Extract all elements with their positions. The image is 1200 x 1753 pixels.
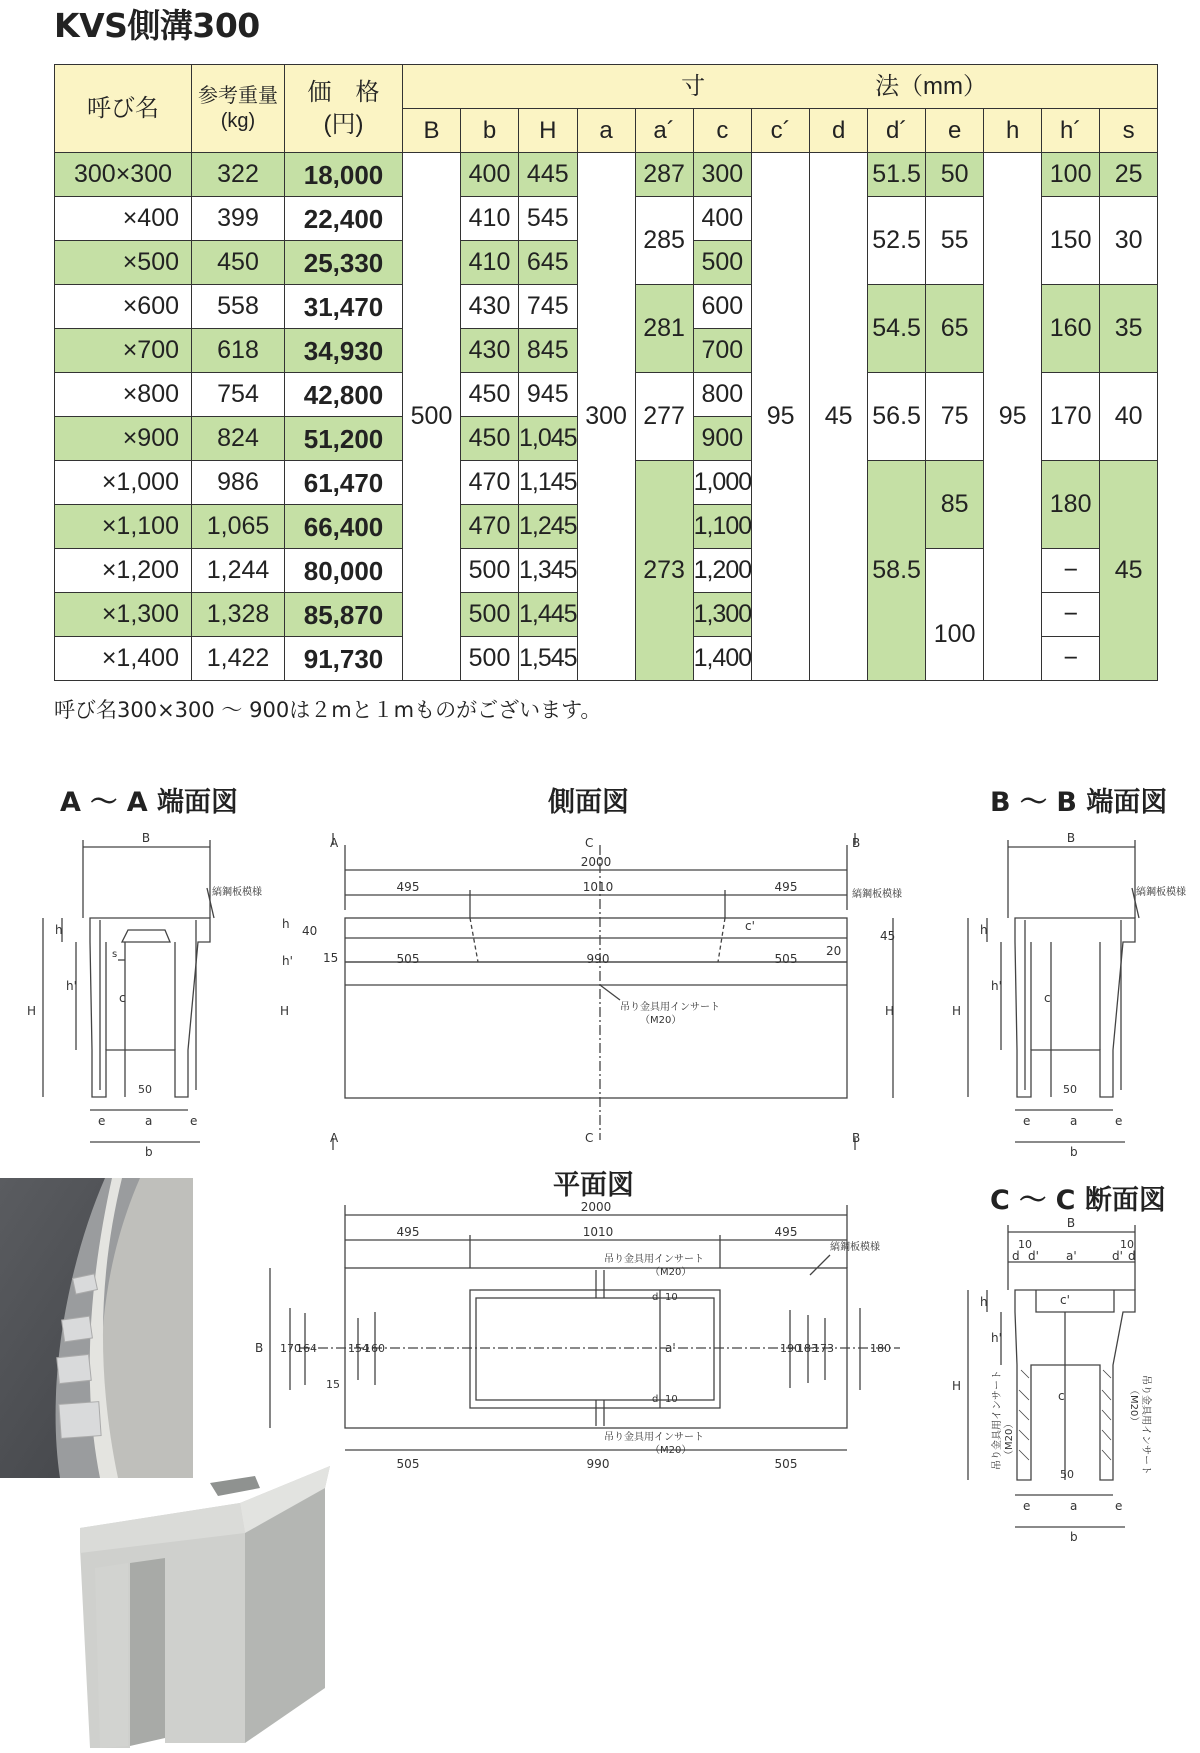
bb-label-a: a [1070,1114,1078,1128]
plan-label-495-right: 495 [774,1225,798,1239]
plan-label-164: 164 [296,1342,317,1355]
cell-H: 1,445 [519,593,578,637]
side-label-1010: 1010 [582,880,614,894]
cell-s: 45 [1100,461,1158,681]
cell-c-prime: 95 [752,153,810,681]
cc-label-a: a [1070,1499,1078,1513]
side-label-m20: （M20） [640,1015,682,1026]
cell-b: 450 [461,373,519,417]
side-view-title: 側面図 [548,787,629,818]
cell-price: 18,000 [285,153,403,197]
cell-name: ×1,400 [55,637,192,681]
cell-b: 500 [461,637,519,681]
cell-weight: 1,328 [192,593,285,637]
plan-label-insert-bottom: 吊り金具用インサート [604,1432,704,1443]
side-label-hp: h' [282,954,293,968]
cell-b: 410 [461,197,519,241]
side-label-45: 45 [880,929,896,943]
cell-weight: 618 [192,329,285,373]
cell-e: 65 [926,285,984,373]
cell-H: 845 [519,329,578,373]
bb-label-50: 50 [1063,1083,1077,1096]
cell-h-prime: − [1042,637,1100,681]
side-label-40: 40 [302,924,318,938]
plan-label-d-bottom: d [652,1394,659,1405]
cell-b: 430 [461,285,519,329]
cell-c: 400 [693,197,752,241]
col-c-prime: c´ [752,109,810,153]
cell-H: 945 [519,373,578,417]
cell-h-prime: 100 [1042,153,1100,197]
cell-H: 545 [519,197,578,241]
cc-label-hp: h' [991,1331,1002,1345]
cc-label-c: c [1058,1389,1065,1403]
bb-label-stripe: 縞鋼板模様 [1136,887,1186,898]
bb-label-c: c [1044,991,1051,1005]
aa-section-title: A ～ A 端面図 [60,787,238,818]
cell-weight: 1,422 [192,637,285,681]
col-h: h [984,109,1042,153]
cell-h-prime: 170 [1042,373,1100,461]
cell-weight: 986 [192,461,285,505]
cell-H: 1,145 [519,461,578,505]
aa-label-50: 50 [138,1083,152,1096]
cc-label-d-left: d [1012,1249,1020,1263]
aa-label-e-right: e [190,1114,198,1128]
cell-b: 500 [461,549,519,593]
side-label-C-bottom: C [585,1131,594,1145]
aa-label-s: s [112,949,118,960]
cell-weight: 399 [192,197,285,241]
plan-label-m20-bottom: （M20） [650,1445,692,1456]
side-label-A-bottom: A [330,1131,339,1145]
cell-price: 42,800 [285,373,403,417]
cell-e: 85 [926,461,984,549]
cc-label-dp-right: d' [1112,1249,1123,1263]
bb-label-e-right: e [1115,1114,1123,1128]
cell-e: 100 [926,549,984,681]
cc-label-e-right: e [1115,1499,1123,1513]
cell-price: 25,330 [285,241,403,285]
footnote: 呼び名300×300 ～ 900は２mと１mものがございます。 [54,698,602,722]
col-a-prime: a´ [635,109,693,153]
plan-view-drawing [270,1205,900,1450]
aa-label-e-left: e [98,1114,106,1128]
cell-c: 1,100 [693,505,752,549]
cell-price: 51,200 [285,417,403,461]
cell-s: 35 [1100,285,1158,373]
cc-label-d-right: d [1128,1249,1136,1263]
cell-price: 34,930 [285,329,403,373]
cell-a-prime: 285 [635,197,693,285]
cell-a-prime: 273 [635,461,693,681]
cc-label-50: 50 [1060,1468,1074,1481]
plan-label-170: 170 [280,1342,301,1355]
aa-label-H: H [27,1004,37,1018]
cc-label-insert-left: 吊り金具用インサート [992,1370,1003,1470]
cell-weight: 754 [192,373,285,417]
cell-H: 445 [519,153,578,197]
col-c: c [693,109,752,153]
col-B: B [403,109,461,153]
cell-name: ×800 [55,373,192,417]
cell-b: 400 [461,153,519,197]
cc-label-h: h [980,1295,988,1309]
cell-a-prime: 287 [635,153,693,197]
col-e: e [926,109,984,153]
drain-block-photo [70,1458,335,1753]
cell-H: 645 [519,241,578,285]
cell-c: 700 [693,329,752,373]
cell-d-prime: 52.5 [868,197,926,285]
cc-label-dp-left: d' [1028,1249,1039,1263]
side-label-stripe: 縞鋼板模様 [852,889,902,900]
cell-name: ×1,100 [55,505,192,549]
side-label-2000: 2000 [580,855,612,869]
bb-label-h: h [980,923,988,937]
cell-name: ×900 [55,417,192,461]
cell-price: 85,870 [285,593,403,637]
col-h-prime: h´ [1042,109,1100,153]
cell-name: ×1,000 [55,461,192,505]
cell-weight: 322 [192,153,285,197]
cell-name: ×500 [55,241,192,285]
cell-c: 600 [693,285,752,329]
cell-price: 80,000 [285,549,403,593]
plan-label-495-left: 495 [396,1225,420,1239]
col-d: d [810,109,868,153]
cell-a-prime: 277 [635,373,693,461]
plan-label-160: 160 [364,1342,385,1355]
cell-h: 95 [984,153,1042,681]
cell-H: 1,545 [519,637,578,681]
plan-label-m20-top: （M20） [650,1267,692,1278]
bb-label-B: B [1066,831,1076,845]
plan-label-180: 180 [870,1342,891,1355]
cc-label-H: H [952,1379,962,1393]
cell-price: 91,730 [285,637,403,681]
cell-weight: 450 [192,241,285,285]
col-H: H [519,109,578,153]
plan-label-154: 154 [348,1342,369,1355]
cell-H: 1,345 [519,549,578,593]
cell-s: 40 [1100,373,1158,461]
cell-d-prime: 54.5 [868,285,926,373]
plan-label-2000: 2000 [580,1200,612,1214]
cell-b: 470 [461,461,519,505]
cell-b: 450 [461,417,519,461]
cell-a: 300 [577,153,635,681]
cc-label-insert-right: 吊り金具用インサート [1140,1375,1151,1475]
cell-name: ×1,300 [55,593,192,637]
cell-c: 1,000 [693,461,752,505]
plan-view-title: 平面図 [553,1170,634,1201]
header-price: 価 格 (円) [285,65,403,153]
side-label-495-right: 495 [774,880,798,894]
cell-d-prime: 51.5 [868,153,926,197]
plan-label-173: 173 [813,1342,834,1355]
cell-s: 30 [1100,197,1158,285]
plan-label-insert-top: 吊り金具用インサート [604,1254,704,1265]
cell-name: ×400 [55,197,192,241]
cell-c: 1,300 [693,593,752,637]
cell-price: 22,400 [285,197,403,241]
cell-b: 430 [461,329,519,373]
plan-label-B: B [255,1341,264,1355]
cc-label-m20-right: （M20） [1128,1385,1139,1427]
cell-name: 300×300 [55,153,192,197]
aa-label-a: a [145,1114,153,1128]
cell-weight: 558 [192,285,285,329]
cc-label-10-right: 10 [1120,1238,1134,1251]
cell-e: 55 [926,197,984,285]
cc-label-10-left: 10 [1018,1238,1032,1251]
cc-label-b: b [1070,1530,1078,1544]
plan-label-190: 190 [780,1342,801,1355]
side-label-505-right: 505 [774,952,798,966]
cc-label-cp: c' [1060,1293,1070,1307]
cell-price: 66,400 [285,505,403,549]
side-label-505-left: 505 [396,952,420,966]
plan-label-1010: 1010 [582,1225,614,1239]
cell-h-prime: − [1042,549,1100,593]
bb-section-title: B ～ B 端面図 [990,787,1168,818]
side-label-A-top: A [330,836,339,850]
cell-price: 31,470 [285,285,403,329]
cell-d-prime: 56.5 [868,373,926,461]
page-title: KVS側溝300 [54,6,260,45]
side-label-990: 990 [586,952,610,966]
aa-label-h: h [55,923,63,937]
cell-c: 900 [693,417,752,461]
cc-label-B: B [1066,1216,1076,1230]
cell-d: 45 [810,153,868,681]
col-a: a [577,109,635,153]
cell-name: ×700 [55,329,192,373]
cell-H: 745 [519,285,578,329]
cell-weight: 1,244 [192,549,285,593]
plan-label-d-top: d [652,1292,659,1303]
cc-label-e-left: e [1023,1499,1031,1513]
cell-B: 500 [403,153,461,681]
cell-c: 500 [693,241,752,285]
cell-h-prime: − [1042,593,1100,637]
cell-H: 1,245 [519,505,578,549]
plan-label-10-bottom: 10 [665,1394,678,1405]
aa-label-b: b [145,1145,153,1159]
plan-label-990: 990 [586,1457,610,1471]
installed-drain-photo [0,1178,193,1478]
plan-label-183: 183 [797,1342,818,1355]
side-label-B-top: B [852,836,861,850]
side-label-20: 20 [826,944,842,958]
side-label-H-right: H [885,1004,895,1018]
aa-label-B: B [141,831,151,845]
cell-name: ×1,200 [55,549,192,593]
bb-label-e-left: e [1023,1114,1031,1128]
cell-e: 50 [926,153,984,197]
plan-label-ap: a' [665,1341,676,1355]
cell-h-prime: 180 [1042,461,1100,549]
cell-weight: 824 [192,417,285,461]
cell-h-prime: 160 [1042,285,1100,373]
col-b: b [461,109,519,153]
cell-h-prime: 150 [1042,197,1100,285]
plan-label-505-right: 505 [774,1457,798,1471]
side-label-495-left: 495 [396,880,420,894]
plan-label-10-top: 10 [665,1292,678,1303]
header-name: 呼び名 [55,65,192,153]
cell-s: 25 [1100,153,1158,197]
cell-weight: 1,065 [192,505,285,549]
side-label-B-bottom: B [852,1131,861,1145]
side-label-15: 15 [323,951,339,965]
header-weight: 参考重量 (kg) [192,65,285,153]
aa-label-hp: h' [66,979,77,993]
col-d-prime: d´ [868,109,926,153]
aa-label-c: c [119,991,126,1005]
cell-name: ×600 [55,285,192,329]
cell-c: 1,400 [693,637,752,681]
side-label-h: h [282,917,290,931]
side-label-insert: 吊り金具用インサート [620,1002,720,1013]
plan-label-15: 15 [326,1378,340,1391]
cell-price: 61,470 [285,461,403,505]
side-label-C-top: C [585,836,594,850]
cell-b: 470 [461,505,519,549]
cell-a-prime: 281 [635,285,693,373]
bb-label-H: H [952,1004,962,1018]
cell-c: 1,200 [693,549,752,593]
col-s: s [1100,109,1158,153]
header-dimensions: 寸 法（mm） [403,65,1158,109]
bb-label-hp: h' [991,979,1002,993]
plan-label-stripe: 縞鋼板模様 [830,1242,880,1253]
cc-section-title: C ～ C 断面図 [990,1185,1166,1216]
bb-label-b: b [1070,1145,1078,1159]
aa-label-stripe: 縞鋼板模様 [212,887,262,898]
cell-H: 1,045 [519,417,578,461]
side-label-H-left: H [280,1004,290,1018]
cell-e: 75 [926,373,984,461]
cc-label-ap: a' [1066,1249,1077,1263]
cell-b: 500 [461,593,519,637]
cell-b: 410 [461,241,519,285]
cell-c: 800 [693,373,752,417]
side-label-cp: c' [745,919,755,933]
cell-d-prime: 58.5 [868,461,926,681]
cc-label-m20-left: （M20） [1004,1418,1015,1460]
cell-c: 300 [693,153,752,197]
plan-label-505-left: 505 [396,1457,420,1471]
